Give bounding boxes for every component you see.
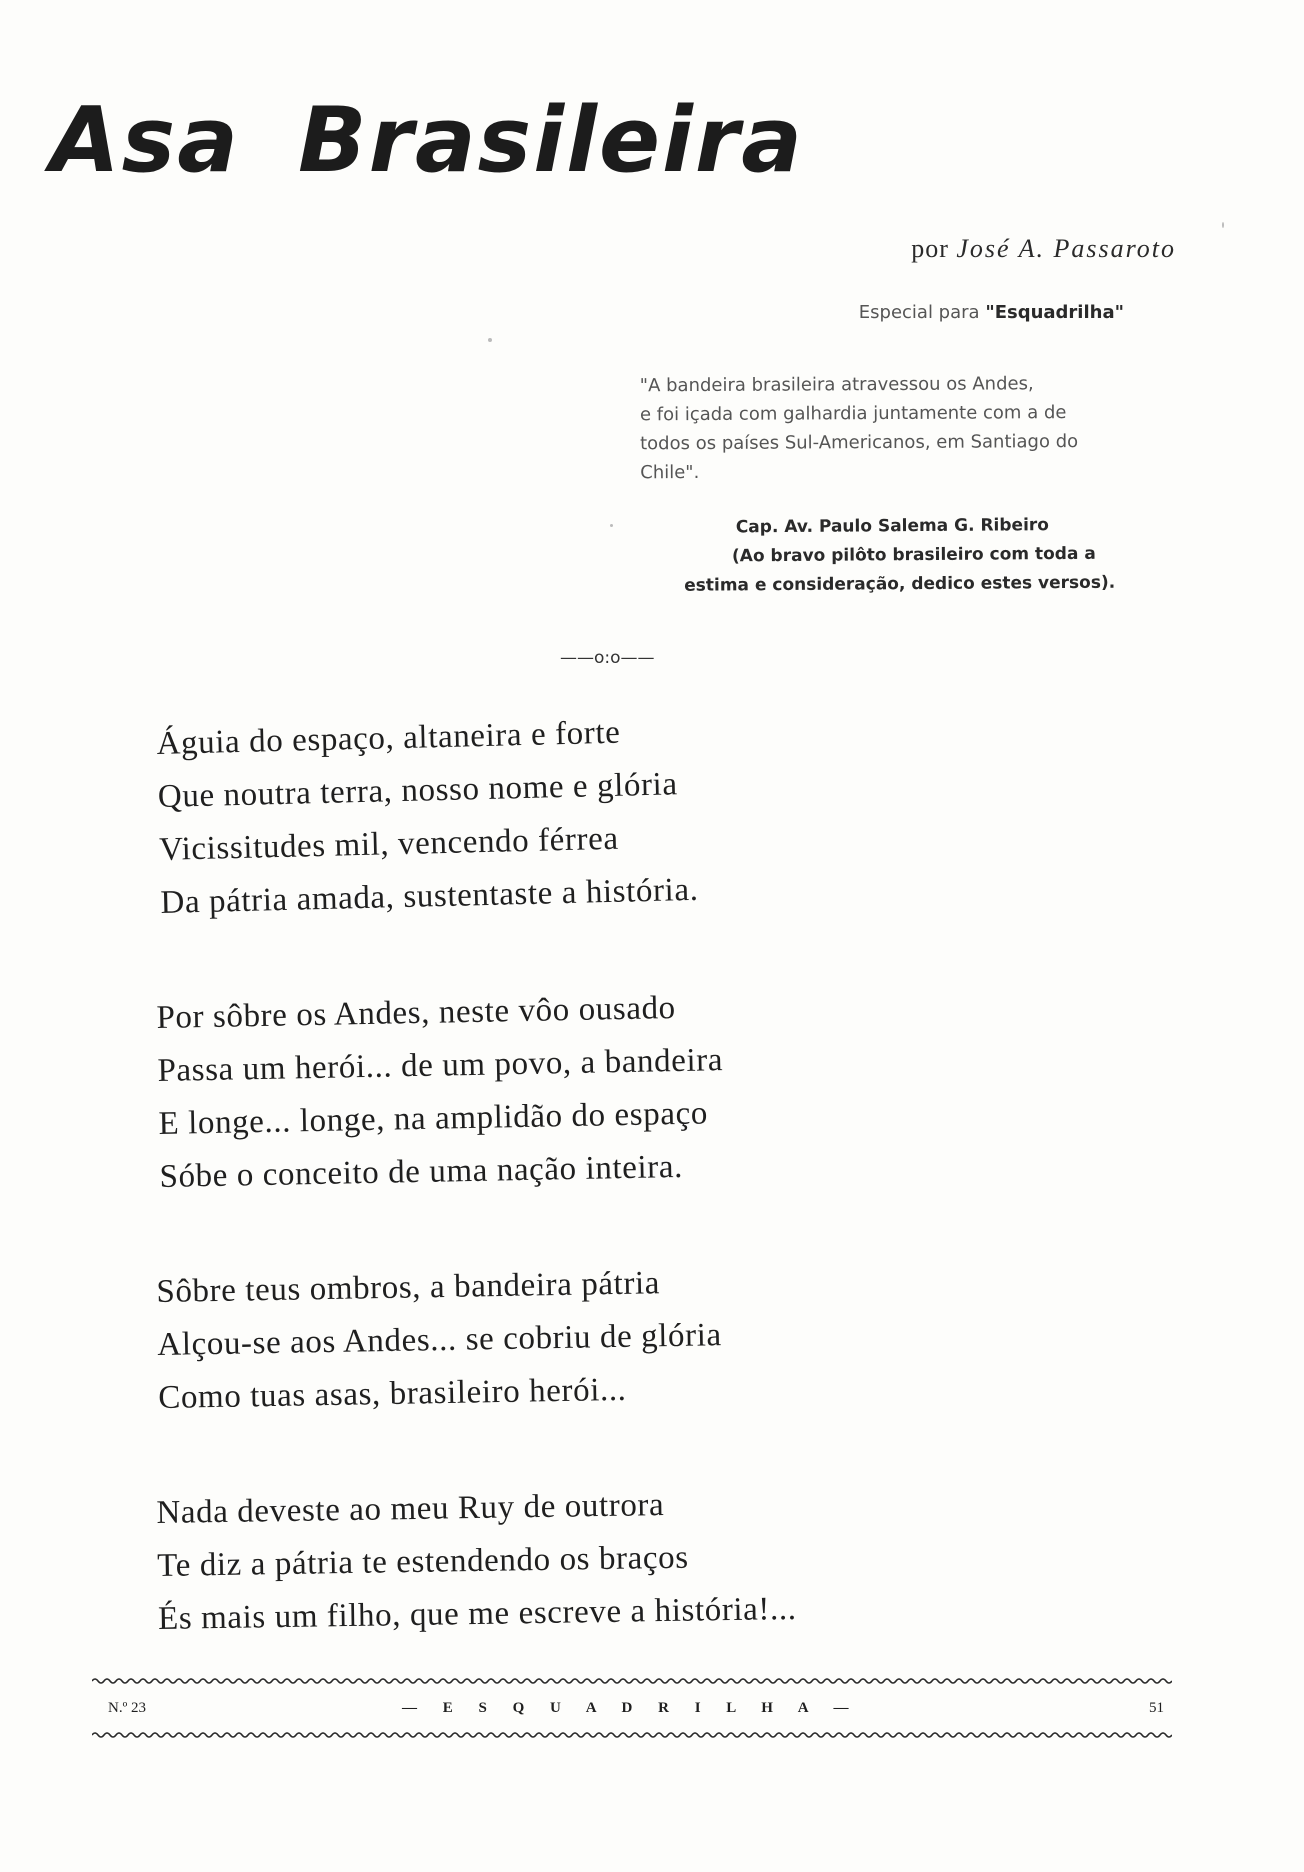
verse-line: E longe... longe, na amplidão do espaço [158, 1095, 709, 1142]
attribution-line: Cap. Av. Paulo Salema G. Ribeiro [735, 515, 1050, 538]
stanza-3 [156, 1255, 797, 1425]
verse-line: Que noutra terra, nosso nome e glória [157, 766, 679, 815]
stanza-4 [156, 1477, 797, 1646]
quote-line: Chile". [640, 461, 700, 484]
stanza-2 [156, 980, 798, 1204]
footer-row [92, 1694, 1172, 1724]
paper-speck [610, 524, 613, 527]
special-magazine: "Esquadrilha" [985, 302, 1124, 323]
verse-line: Sóbe o conceito de uma nação inteira. [159, 1148, 684, 1195]
byline-prefix: por [911, 234, 949, 263]
verse-line: Sôbre teus ombros, a bandeira pátria [156, 1265, 661, 1310]
paper-speck [1222, 222, 1224, 228]
article-title [50, 88, 804, 193]
verse-line: Te diz a pátria te estendendo os braços [156, 1539, 689, 1584]
page-number: 51 [1149, 1700, 1164, 1716]
section-separator: ——o:o—— [560, 648, 655, 668]
quote-line: todos os países Sul-Americanos, em Santiago do [640, 431, 1079, 455]
attribution-line: (Ao bravo pilôto brasileiro com toda a [731, 543, 1096, 567]
author-name: José A. Passaroto [956, 234, 1176, 263]
verse-line: Nada deveste ao meu Ruy de outrora [156, 1487, 665, 1531]
special-prefix: Especial para [858, 302, 980, 323]
footer-magazine-name: — E S Q U A D R I L H A — [402, 1700, 860, 1716]
quote-line: e foi içada com galhardia juntamente com a de [639, 402, 1067, 426]
verse-line: És mais um filho, que me escreve a história!... [157, 1590, 797, 1637]
title-word-brasileira: Brasileira [297, 88, 804, 193]
attribution-line: estima e consideração, dedico estes versos). [684, 572, 1116, 596]
quote-line: "A bandeira brasileira atravessou os Andes, [639, 373, 1034, 397]
stanza-1 [156, 702, 800, 930]
verse-line: Vicissitudes mil, vencendo férrea [158, 820, 620, 868]
verse-line: Passa um herói... de um povo, a bandeira [157, 1042, 724, 1089]
poem [156, 714, 797, 1708]
epigraph-quote [640, 369, 1141, 488]
verse-line: Como tuas asas, brasileiro herói... [157, 1371, 627, 1416]
paper-speck [488, 338, 492, 342]
verse-line: Da pátria amada, sustentaste a história. [160, 871, 699, 921]
issue-number: N.º 23 [108, 1700, 146, 1716]
title-word-asa: Asa [50, 88, 240, 193]
page-footer [92, 1676, 1172, 1756]
footer-wave-bottom [92, 1730, 1172, 1740]
verse-line: Águia do espaço, altaneira e forte [156, 714, 621, 762]
quote-attribution [686, 510, 1167, 600]
special-note [859, 302, 1124, 323]
byline [911, 234, 1176, 264]
verse-line: Alçou-se aos Andes... se cobriu de glória [157, 1317, 722, 1363]
footer-wave-top [92, 1676, 1172, 1686]
verse-line: Por sôbre os Andes, neste vôo ousado [156, 990, 677, 1036]
